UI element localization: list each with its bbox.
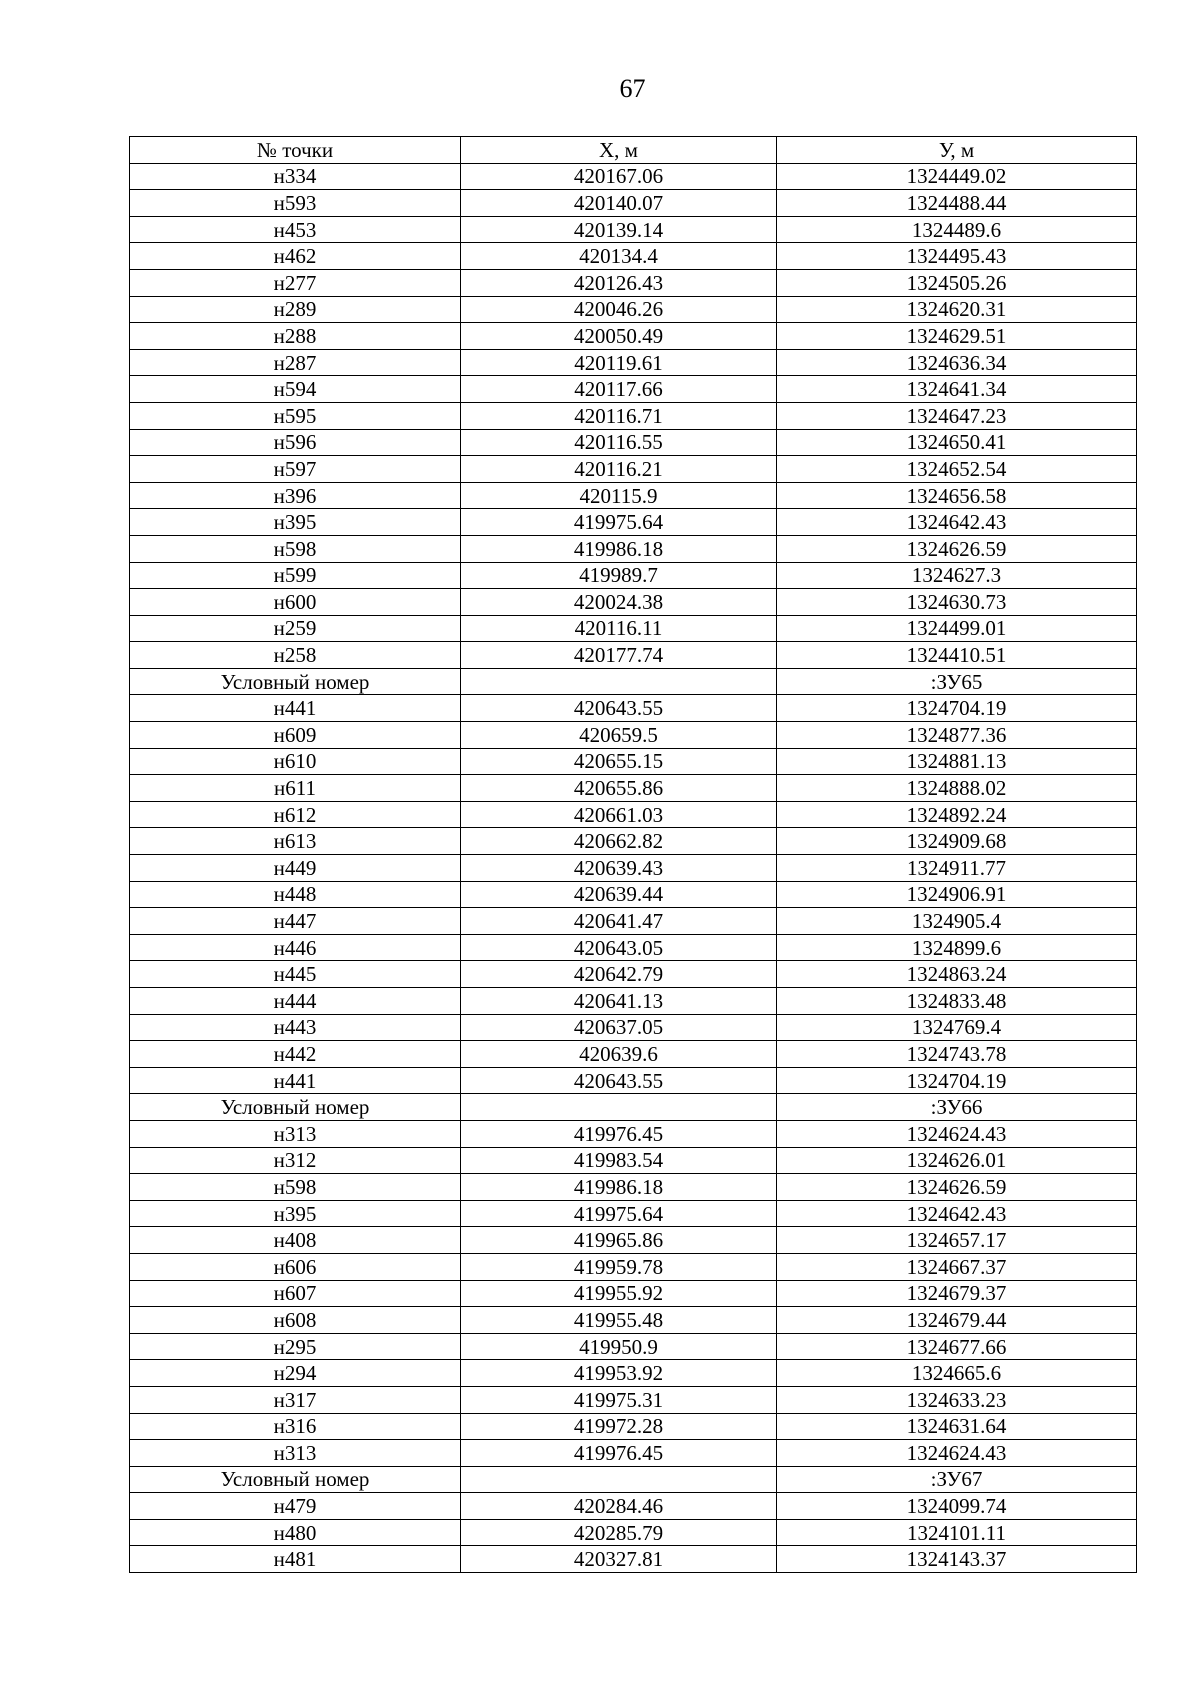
x-coordinate-cell: 420642.79 [461,961,777,988]
point-number-cell: н441 [130,695,461,722]
y-coordinate-cell: 1324624.43 [777,1440,1137,1467]
y-coordinate-cell: 1324488.44 [777,190,1137,217]
table-row [130,801,1137,828]
table-body [130,163,1137,1572]
table-row [130,642,1137,669]
point-number-cell: н600 [130,589,461,616]
y-coordinate-cell: 1324633.23 [777,1386,1137,1413]
y-coordinate-cell: 1324641.34 [777,376,1137,403]
x-coordinate-cell: 419955.48 [461,1307,777,1334]
y-coordinate-cell: 1324665.6 [777,1360,1137,1387]
x-coordinate-cell: 420117.66 [461,376,777,403]
y-coordinate-cell: 1324624.43 [777,1120,1137,1147]
table-row [130,1227,1137,1254]
x-coordinate-cell: 419975.31 [461,1386,777,1413]
table-row [130,163,1137,190]
x-coordinate-cell: 419975.64 [461,1200,777,1227]
x-coordinate-cell: 420024.38 [461,589,777,616]
x-coordinate-cell: 419983.54 [461,1147,777,1174]
y-coordinate-cell: 1324626.59 [777,1174,1137,1201]
y-coordinate-cell: 1324099.74 [777,1493,1137,1520]
table-row [130,562,1137,589]
x-coordinate-cell: 419950.9 [461,1333,777,1360]
table-row [130,1386,1137,1413]
y-coordinate-cell: 1324667.37 [777,1253,1137,1280]
table-header-row [130,137,1137,164]
y-coordinate-cell: 1324505.26 [777,269,1137,296]
point-number-cell: н258 [130,642,461,669]
x-coordinate-cell: 420126.43 [461,269,777,296]
table-row [130,908,1137,935]
x-coordinate-cell: 419976.45 [461,1440,777,1467]
x-coordinate-cell: 420641.13 [461,988,777,1015]
y-coordinate-cell: 1324679.44 [777,1307,1137,1334]
table-row [130,402,1137,429]
table-row [130,1200,1137,1227]
y-coordinate-cell: 1324636.34 [777,349,1137,376]
x-coordinate-cell: 419975.64 [461,509,777,536]
table-row [130,1546,1137,1573]
y-coordinate-cell: 1324656.58 [777,482,1137,509]
x-coordinate-cell: 420139.14 [461,216,777,243]
x-coordinate-cell: 420140.07 [461,190,777,217]
y-coordinate-cell: 1324657.17 [777,1227,1137,1254]
x-coordinate-cell: 420119.61 [461,349,777,376]
table-row [130,828,1137,855]
x-coordinate-cell: 420046.26 [461,296,777,323]
y-coordinate-cell: 1324449.02 [777,163,1137,190]
point-number-cell: н444 [130,988,461,1015]
point-number-cell: н289 [130,296,461,323]
point-number-cell: н316 [130,1413,461,1440]
y-coordinate-cell: 1324911.77 [777,855,1137,882]
point-number-cell: н313 [130,1120,461,1147]
x-coordinate-cell: 420662.82 [461,828,777,855]
y-coordinate-cell: 1324495.43 [777,243,1137,270]
table-row [130,775,1137,802]
y-coordinate-cell: 1324652.54 [777,456,1137,483]
table-row [130,988,1137,1015]
y-coordinate-cell: 1324620.31 [777,296,1137,323]
table-row [130,668,1137,695]
table-row [130,1280,1137,1307]
table-row [130,855,1137,882]
table-row [130,269,1137,296]
point-number-cell: н312 [130,1147,461,1174]
table-row [130,1519,1137,1546]
point-number-cell: н334 [130,163,461,190]
x-coordinate-cell: 420116.55 [461,429,777,456]
point-number-cell: н609 [130,722,461,749]
y-coordinate-cell: :ЗУ65 [777,668,1137,695]
y-coordinate-cell: 1324863.24 [777,961,1137,988]
table-row [130,1014,1137,1041]
point-number-cell: н610 [130,748,461,775]
x-coordinate-cell: 420641.47 [461,908,777,935]
table-row [130,1333,1137,1360]
x-coordinate-cell [461,1466,777,1493]
point-number-cell: Условный номер [130,668,461,695]
x-coordinate-cell: 419976.45 [461,1120,777,1147]
table-row [130,376,1137,403]
y-coordinate-cell: 1324626.59 [777,535,1137,562]
x-coordinate-cell: 419953.92 [461,1360,777,1387]
x-coordinate-cell: 420115.9 [461,482,777,509]
table-row [130,1147,1137,1174]
point-number-cell: н594 [130,376,461,403]
x-coordinate-cell: 420661.03 [461,801,777,828]
y-coordinate-cell: 1324679.37 [777,1280,1137,1307]
x-coordinate-cell [461,668,777,695]
table-row [130,961,1137,988]
y-coordinate-cell: 1324629.51 [777,323,1137,350]
x-coordinate-cell: 419989.7 [461,562,777,589]
point-number-cell: н613 [130,828,461,855]
table-row [130,1174,1137,1201]
x-coordinate-cell: 420116.21 [461,456,777,483]
x-coordinate-cell: 420639.43 [461,855,777,882]
y-coordinate-cell: 1324909.68 [777,828,1137,855]
point-number-cell: н448 [130,881,461,908]
page-number: 67 [619,74,646,103]
table-row [130,1493,1137,1520]
x-coordinate-cell: 420643.55 [461,695,777,722]
x-coordinate-cell: 420177.74 [461,642,777,669]
table-row [130,1120,1137,1147]
y-coordinate-cell: 1324704.19 [777,1067,1137,1094]
table-row [130,1466,1137,1493]
point-number-cell: н480 [130,1519,461,1546]
point-number-cell: н607 [130,1280,461,1307]
y-coordinate-cell: 1324877.36 [777,722,1137,749]
table-row [130,349,1137,376]
table-row [130,429,1137,456]
table-row [130,509,1137,536]
table-row [130,323,1137,350]
point-number-cell: н317 [130,1386,461,1413]
x-coordinate-cell: 420643.05 [461,934,777,961]
y-coordinate-cell: 1324642.43 [777,509,1137,536]
point-number-cell: н442 [130,1041,461,1068]
point-number-cell: н313 [130,1440,461,1467]
point-number-cell: н294 [130,1360,461,1387]
point-number-cell: Условный номер [130,1466,461,1493]
point-number-cell: н395 [130,509,461,536]
point-number-cell: н453 [130,216,461,243]
point-number-cell: н479 [130,1493,461,1520]
y-coordinate-cell: :ЗУ66 [777,1094,1137,1121]
point-number-cell: н608 [130,1307,461,1334]
table-row [130,722,1137,749]
x-coordinate-cell: 420643.55 [461,1067,777,1094]
table-row [130,934,1137,961]
x-coordinate-cell: 419986.18 [461,535,777,562]
table-row [130,1413,1137,1440]
point-number-cell: н259 [130,615,461,642]
point-number-cell: н446 [130,934,461,961]
table-row [130,535,1137,562]
x-coordinate-cell: 420050.49 [461,323,777,350]
point-number-cell: н396 [130,482,461,509]
y-coordinate-cell: 1324626.01 [777,1147,1137,1174]
point-number-cell: н597 [130,456,461,483]
table-row [130,1360,1137,1387]
table-row [130,615,1137,642]
table-row [130,1041,1137,1068]
point-number-cell: н447 [130,908,461,935]
y-coordinate-cell: 1324489.6 [777,216,1137,243]
table-row [130,1440,1137,1467]
x-coordinate-cell: 420116.11 [461,615,777,642]
x-coordinate-cell [461,1094,777,1121]
table-row [130,190,1137,217]
point-number-cell: н295 [130,1333,461,1360]
x-coordinate-cell: 419965.86 [461,1227,777,1254]
x-coordinate-cell: 420659.5 [461,722,777,749]
x-coordinate-cell: 420639.6 [461,1041,777,1068]
header-point-number: № точки [130,137,461,164]
x-coordinate-cell: 420655.86 [461,775,777,802]
point-number-cell: н598 [130,1174,461,1201]
y-coordinate-cell: 1324892.24 [777,801,1137,828]
y-coordinate-cell: 1324899.6 [777,934,1137,961]
y-coordinate-cell: :ЗУ67 [777,1466,1137,1493]
x-coordinate-cell: 420285.79 [461,1519,777,1546]
y-coordinate-cell: 1324101.11 [777,1519,1137,1546]
point-number-cell: н481 [130,1546,461,1573]
y-coordinate-cell: 1324650.41 [777,429,1137,456]
y-coordinate-cell: 1324499.01 [777,615,1137,642]
point-number-cell: н599 [130,562,461,589]
table-row [130,1253,1137,1280]
point-number-cell: н288 [130,323,461,350]
point-number-cell: н612 [130,801,461,828]
point-number-cell: н395 [130,1200,461,1227]
point-number-cell: н611 [130,775,461,802]
point-number-cell: н445 [130,961,461,988]
x-coordinate-cell: 419959.78 [461,1253,777,1280]
point-number-cell: н595 [130,402,461,429]
table-row [130,695,1137,722]
x-coordinate-cell: 420167.06 [461,163,777,190]
point-number-cell: н408 [130,1227,461,1254]
point-number-cell: н606 [130,1253,461,1280]
x-coordinate-cell: 419986.18 [461,1174,777,1201]
y-coordinate-cell: 1324677.66 [777,1333,1137,1360]
header-x-coordinate: Х, м [461,137,777,164]
table-row [130,243,1137,270]
point-number-cell: н596 [130,429,461,456]
table-row [130,1094,1137,1121]
table-row [130,589,1137,616]
y-coordinate-cell: 1324630.73 [777,589,1137,616]
point-number-cell: н443 [130,1014,461,1041]
coordinates-table [129,136,1137,1573]
y-coordinate-cell: 1324906.91 [777,881,1137,908]
y-coordinate-cell: 1324143.37 [777,1546,1137,1573]
x-coordinate-cell: 419955.92 [461,1280,777,1307]
x-coordinate-cell: 420655.15 [461,748,777,775]
point-number-cell: н462 [130,243,461,270]
table-row [130,296,1137,323]
y-coordinate-cell: 1324631.64 [777,1413,1137,1440]
x-coordinate-cell: 420134.4 [461,243,777,270]
y-coordinate-cell: 1324769.4 [777,1014,1137,1041]
point-number-cell: н449 [130,855,461,882]
table-row [130,1307,1137,1334]
x-coordinate-cell: 419972.28 [461,1413,777,1440]
x-coordinate-cell: 420116.71 [461,402,777,429]
point-number-cell: н598 [130,535,461,562]
y-coordinate-cell: 1324743.78 [777,1041,1137,1068]
point-number-cell: Условный номер [130,1094,461,1121]
y-coordinate-cell: 1324647.23 [777,402,1137,429]
y-coordinate-cell: 1324642.43 [777,1200,1137,1227]
table-row [130,456,1137,483]
y-coordinate-cell: 1324833.48 [777,988,1137,1015]
point-number-cell: н593 [130,190,461,217]
table-row [130,216,1137,243]
y-coordinate-cell: 1324881.13 [777,748,1137,775]
x-coordinate-cell: 420284.46 [461,1493,777,1520]
y-coordinate-cell: 1324888.02 [777,775,1137,802]
point-number-cell: н441 [130,1067,461,1094]
point-number-cell: н277 [130,269,461,296]
y-coordinate-cell: 1324627.3 [777,562,1137,589]
table-row [130,881,1137,908]
x-coordinate-cell: 420637.05 [461,1014,777,1041]
table-row [130,748,1137,775]
y-coordinate-cell: 1324704.19 [777,695,1137,722]
y-coordinate-cell: 1324905.4 [777,908,1137,935]
table-row [130,482,1137,509]
header-y-coordinate: У, м [777,137,1137,164]
point-number-cell: н287 [130,349,461,376]
x-coordinate-cell: 420639.44 [461,881,777,908]
x-coordinate-cell: 420327.81 [461,1546,777,1573]
y-coordinate-cell: 1324410.51 [777,642,1137,669]
table-row [130,1067,1137,1094]
